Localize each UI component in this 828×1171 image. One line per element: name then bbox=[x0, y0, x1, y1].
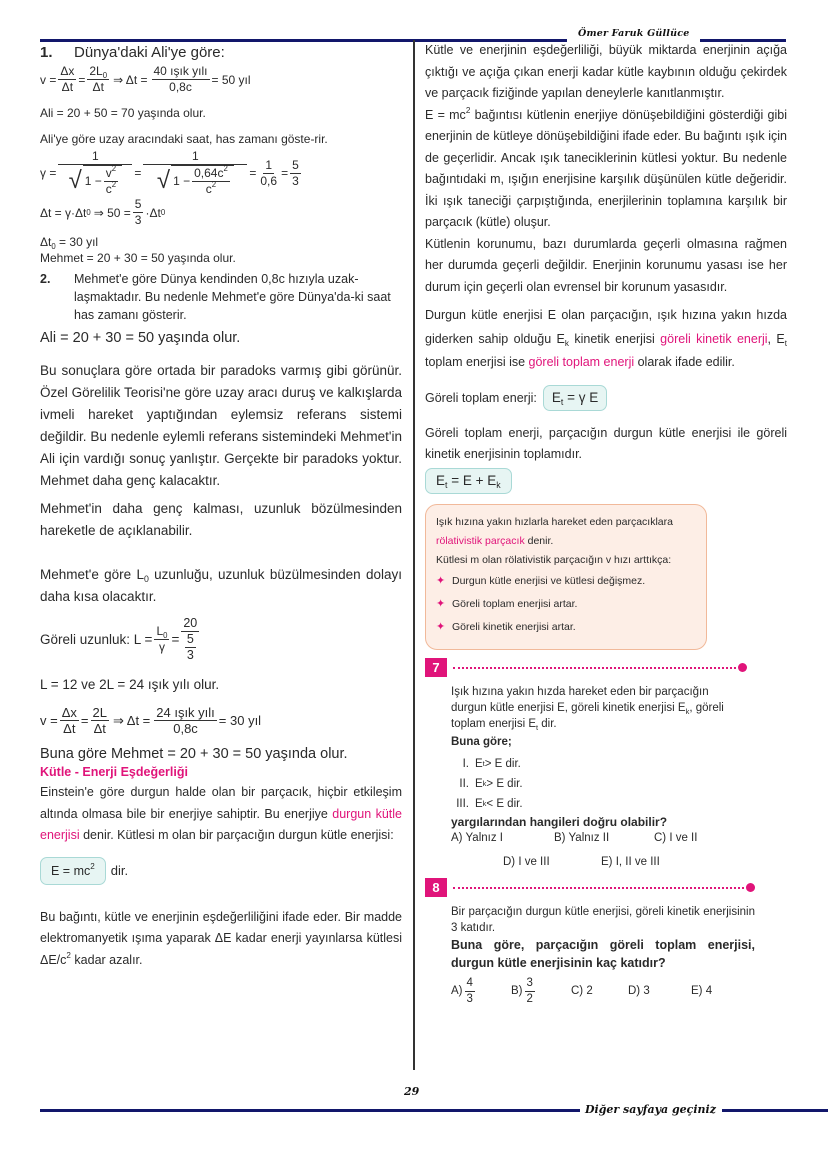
rest-energy-paragraph: Einstein'e göre durgun halde olan bir parçacık, hiçbir etkileşim altında olmasa bile bir enerjiye sahiptir. Bu enerjiye durgun kütle enerjisi denir. Kütlesi m olan bir parçacığın durgun kütle enerjisi: bbox=[40, 785, 402, 842]
equation-gamma: γ = 1 √ 1 − $\frac{v^2}{c^2}$ = 1 √ 1 − $\frac{0,64c^2}{c^2}$ = $\frac{1}{0,6}$ = $\frac{5}{3}$ bbox=[40, 149, 299, 196]
statement-item: II. E k > E dir. bbox=[459, 777, 523, 790]
info-bullet: ✦ Göreli kinetik enerjisi artar. bbox=[436, 616, 696, 639]
dot-end-icon bbox=[746, 883, 755, 892]
ali-50-result: Ali = 20 + 30 = 50 yaşında olur. bbox=[40, 330, 241, 346]
highlight-total: göreli toplam enerji bbox=[528, 355, 635, 369]
choice-d[interactable]: D) 3 bbox=[628, 985, 650, 997]
section-number: 1. bbox=[40, 44, 53, 61]
emc2-paragraph: $E = mc^2$ bağıntısı kütlenin enerjiye dönüşebildiğini gösterdiği gibi enerjinin de kütleye dönüşebildiğini ifade eder. Bu bağıntı ışık için de geçerlidir. Ancak ışık taneciklerinin kütlesi yoktur. Bu nedenle bağıntıdaki m, ışığın enerjisine karşılık düşünülen kütle değeridir. İki ışık taneciği çarpıştığında, enerjilerinin toplamına karşılık bir parçacık (kütle) oluşur. bbox=[425, 105, 787, 229]
dt0-result: $\Delta t_0 = 30$ yıl bbox=[40, 235, 99, 251]
info-bullet: ✦ Göreli toplam enerjisi artar. bbox=[436, 593, 696, 616]
relative-energy-paragraph: Durgun kütle enerjisi E olan parçacığın, ışık hızına yakın hızda giderken sahip olduğu $E_k$ kinetik enerjisi göreli kinetik enerji, $E_t$ toplam enerjisi ise göreli toplam enerji olarak ifade edilir. bbox=[425, 308, 787, 369]
left-column: 1. Dünya'daki Ali'ye göre: v = $\frac{\Delta x}{\Delta t}$ = $\frac{2L_0}{\Delta t}$ ⇒ Δt = $\frac{\text{40 ışık yılı}}{0,8c}$ = 50 yıl Ali = 20 + 50 = 70 yaşında olur. Ali'ye göre uzay aracındaki saat, has zamanı göste-rir. γ = 1 √ 1 − $\frac{v^2}{c^2}$ = 1 √ 1 − $\frac{0,64c^2}{c^2}$ = $\frac{1}{0,6}$ = $\frac{5}{3}$ Δt = γ·Δt 0 ⇒ 50 = $\frac{5}{3}$ ·Δt 0 $\Delta t_0 = 30$ yıl Mehmet = 20 + 30 = 50 yaşında olur. 2. Mehmet'e göre Dünya kendinden 0,8c hızıyla uzak-laşmaktadır. Bu nedenle Mehmet'e göre Dünya'da-ki saat has zamanı gösterir. Ali = 20 + 30 = 50 yaşında olur. Bu sonuçlara göre ortada bir paradoks varmış gibi görünür. Özel Görelilik Teorisi'ne göre uzay aracı duruş ve kalkışlarda ivmeli hareket yaptığından eylemsiz referans sistemi değildir. Bu nedenle eylemli referans sistemindeki Mehmet'in Ali için vardığı sonuç yanlıştır. Gerçekte bir paradoks yoktur. Mehmet daha genç kalacaktır. Mehmet'in daha genç kalması, uzunluk bözülmesinden hareketle de açıklanabilir. Mehmet'e göre $L_0$ uzunluğu, uzunluk büzülmesinden dolayı daha kısa olacaktır. Göreli uzunluk: L = $\frac{L_0}{\gamma}$ = $\frac{20}{\frac{5}{3}}$ L = 12 ve 2L = 24 ışık yılı olur. v = $\frac{\Delta x}{\Delta t}$ = $\frac{2L}{\Delta t}$ ⇒ Δt = $\frac{\text{24 ışık yılı}}{0,8c}$ = 30 yıl Buna göre Mehmet = 20 + 30 = 50 yaşında olur. Kütle - Enerji Eşdeğerliği Einstein'e göre durgun halde olan bir parçacık, hiçbir etkileşim altında olmasa bile bir enerjiye sahiptir. Bu enerjiye durgun kütle enerjisi denir. Kütlesi m olan bir parçacığın durgun kütle enerjisi: $E = mc^2$ dir. Bu bağıntı, kütle ve enerjinin eşdeğerliliğini ifade eder. Bir madde elektromanyetik ışıma yaparak ΔE kadar enerji yayınlarsa kütlesi $\Delta E/c^2$ kadar azalır. bbox=[40, 42, 402, 971]
dotted-separator bbox=[453, 667, 736, 669]
younger-paragraph: Mehmet'in daha genç kalması, uzunluk bözülmesinden hareketle de açıklanabilir. bbox=[40, 501, 402, 538]
formula-emc2: $E = mc^2$ bbox=[40, 857, 106, 885]
question-ask: Buna göre, parçacığın göreli toplam enerjisi, durgun kütle enerjisinin kaç katıdır? bbox=[451, 937, 755, 970]
choice-a[interactable]: A) Yalnız I bbox=[451, 831, 503, 844]
footer-rule-right bbox=[722, 1109, 828, 1112]
choice-a[interactable]: A) $\frac{4}{3}$ bbox=[451, 976, 473, 1005]
choice-b[interactable]: B) $\frac{3}{2}$ bbox=[511, 976, 533, 1005]
statement-item: I. E t > E dir. bbox=[462, 757, 521, 770]
column-divider bbox=[413, 40, 415, 1070]
star-bullet-icon: ✦ bbox=[436, 574, 446, 587]
ali-70-result: Ali = 20 + 50 = 70 yaşında olur. bbox=[40, 106, 206, 120]
experiment-paragraph: Kütle ve enerjinin eşdeğerliliği, büyük miktarda enerjinin açığa çıktığı ve açığa çıkan enerji kadar kütle kaybının olduğu çekirdek ve parçacık fiziğinde yapılan deneylerle kanıtlanmıştır. bbox=[425, 43, 787, 100]
equation-velocity-2: v = $\frac{\Delta x}{\Delta t}$ = $\frac{2L}{\Delta t}$ ⇒ Δt = $\frac{\text{24 ışık yılı}}{0,8c}$ = 30 yıl bbox=[40, 705, 262, 736]
question-stem: Bir parçacığın durgun kütle enerjisi, göreli kinetik enerjisinin 3 katıdır. bbox=[451, 905, 755, 934]
question-7 bbox=[425, 658, 747, 870]
mass-energy-heading: Kütle - Enerji Eşdeğerliği bbox=[40, 765, 188, 779]
conservation-paragraph: Kütlenin korunumu, bazı durumlarda geçerli olmasına rağmen her durumda geçerli değildir. Enerjinin korunumu yasası ise her durum için geçerli olan evrensel bir korunum yasasıdır. bbox=[425, 236, 787, 294]
mehmet-final-result: Buna göre Mehmet = 20 + 30 = 50 yaşında olur. bbox=[40, 746, 348, 762]
footer-rule-left bbox=[40, 1109, 580, 1112]
choice-e[interactable]: E) I, II ve III bbox=[601, 855, 660, 868]
equivalence-paragraph: Bu bağıntı, kütle ve enerjinin eşdeğerliliğini ifade eder. Bir madde elektromanyetik ışıma yaparak ΔE kadar enerji yayınlarsa kütlesi $\Delta E/c^2$ kadar azalır. bbox=[40, 909, 402, 967]
answer-choices bbox=[451, 830, 747, 846]
question-number-badge: 7 bbox=[425, 658, 447, 677]
page-number: 29 bbox=[404, 1085, 420, 1098]
clock-statement: Ali'ye göre uzay aracındaki saat, has zamanı göste-rir. bbox=[40, 132, 328, 146]
answer-choices bbox=[451, 976, 755, 1007]
info-box-relativistic bbox=[425, 504, 707, 650]
star-bullet-icon: ✦ bbox=[436, 597, 446, 610]
choice-d[interactable]: D) I ve III bbox=[503, 855, 550, 868]
choice-c[interactable]: C) I ve II bbox=[654, 831, 698, 844]
question-lead: Buna göre; bbox=[451, 735, 512, 748]
next-page-note: Diğer sayfaya geçiniz bbox=[585, 1103, 716, 1116]
info-bullet: ✦ Durgun kütle enerjisi ve kütlesi değişmez. bbox=[436, 570, 696, 593]
info-condition: Kütlesi m olan rölativistik parçacığın v hızı arttıkça: bbox=[436, 553, 672, 566]
mehmet-50-result: Mehmet = 20 + 30 = 50 yaşında olur. bbox=[40, 251, 236, 265]
question-stem: Işık hızına yakın hızda hareket eden bir parçacığın durgun kütle enerjisi E, göreli kinetik enerjisi $E_k$, göreli toplam enerjisi $E_t$ dir. bbox=[451, 685, 724, 732]
equation-relative-length: Göreli uzunluk: L = $\frac{L_0}{\gamma}$ = $\frac{20}{\frac{5}{3}}$ bbox=[40, 616, 198, 662]
formula-total-energy: $E_t = \gamma$ E bbox=[543, 385, 607, 411]
total-energy-label: Göreli toplam enerji: bbox=[425, 390, 537, 405]
dot-end-icon bbox=[738, 663, 747, 672]
equation-dilation: Δt = γ·Δt 0 ⇒ 50 = $\frac{5}{3}$ ·Δt 0 bbox=[40, 197, 166, 227]
highlight-rest-energy: durgun kütle enerjisi bbox=[40, 806, 402, 842]
question-number-badge: 8 bbox=[425, 878, 447, 897]
section-2-text: Mehmet'e göre Dünya kendinden 0,8c hızıyla uzak-laşmaktadır. Bu nedenle Mehmet'e göre Dünya'da-ki saat has zamanı gösterir. bbox=[74, 272, 391, 322]
right-column bbox=[425, 42, 787, 1007]
choice-e[interactable]: E) 4 bbox=[691, 985, 713, 997]
sum-paragraph: Göreli toplam enerji, parçacığın durgun kütle enerjisi ile göreli kinetik enerjisinin toplamıdır. bbox=[425, 425, 787, 461]
paradox-paragraph: Bu sonuçlara göre ortada bir paradoks varmış gibi görünür. Özel Görelilik Teorisi'ne göre uzay aracı duruş ve kalkışlarda ivmeli hareket yaptığından eylemsiz referans sistemi değildir. Bu nedenle eylemli referans sistemindeki Mehmet'in Ali için vardığı sonuç yanlıştır. Gerçekte bir paradoks yoktur. Mehmet daha genç kalacaktır. bbox=[40, 363, 402, 488]
highlight-kinetic: göreli kinetik enerji bbox=[660, 331, 768, 346]
question-8 bbox=[425, 878, 755, 1007]
statement-item: III. E k < E dir. bbox=[456, 797, 523, 810]
choice-b[interactable]: B) Yalnız II bbox=[554, 831, 610, 844]
header-author: Ömer Faruk Güllüce bbox=[578, 28, 690, 39]
choice-c[interactable]: C) 2 bbox=[571, 985, 593, 997]
info-definition: Işık hızına yakın hızlarla hareket eden parçacıklara rölativistik parçacık denir. bbox=[436, 515, 673, 547]
contraction-paragraph: Mehmet'e göre $L_0$ uzunluğu, uzunluk büzülmesinden dolayı daha kısa olacaktır. bbox=[40, 567, 402, 604]
equation-velocity-1: v = $\frac{\Delta x}{\Delta t}$ = $\frac{2L_0}{\Delta t}$ ⇒ Δt = $\frac{\text{40 ışık yılı}}{0,8c}$ = 50 yıl bbox=[40, 64, 251, 94]
dotted-separator bbox=[453, 887, 744, 889]
section-title: Dünya'daki Ali'ye göre: bbox=[74, 44, 225, 61]
question-ask: yargılarından hangileri doğru olabilir? bbox=[451, 814, 668, 829]
section-number-2: 2. bbox=[40, 272, 51, 286]
star-bullet-icon: ✦ bbox=[436, 620, 446, 633]
length-result: L = 12 ve 2L = 24 ışık yılı olur. bbox=[40, 677, 220, 692]
formula-energy-sum: $E_t = E + E_k$ bbox=[425, 468, 512, 494]
